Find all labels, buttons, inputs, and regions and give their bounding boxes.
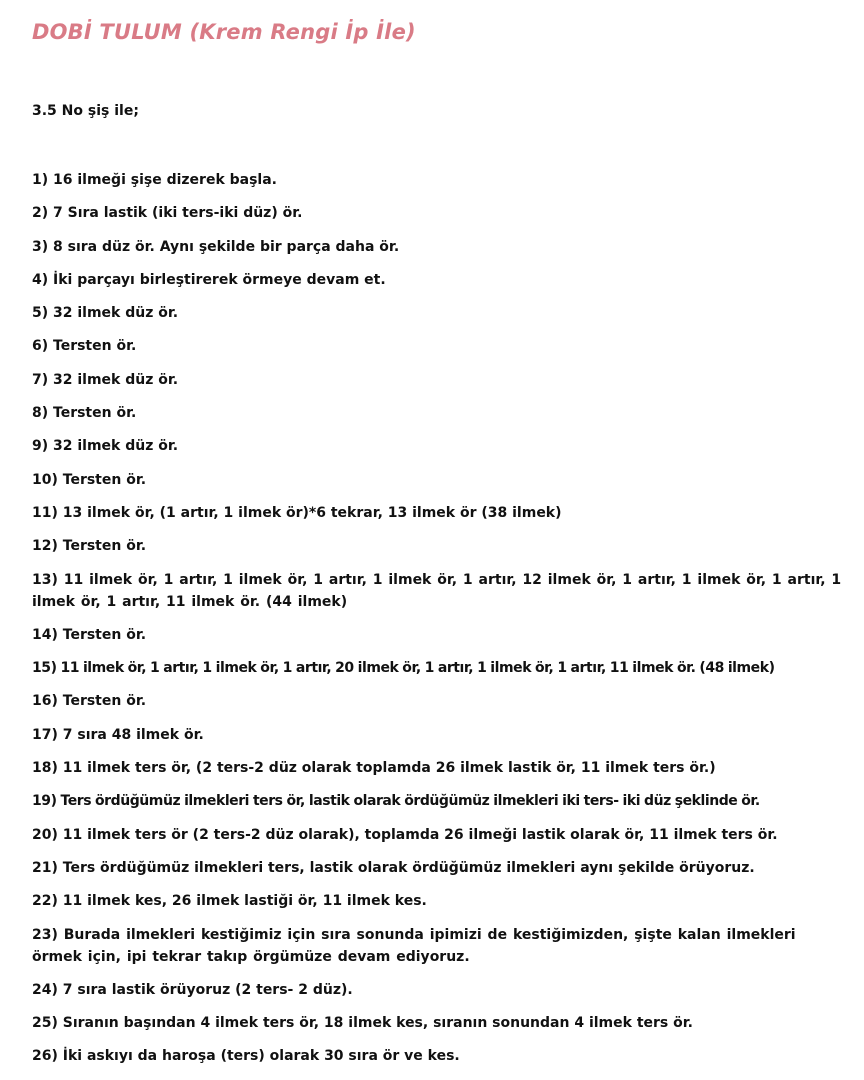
instruction-step-6: 6) Tersten ör.: [32, 338, 137, 355]
page-title: DOBİ TULUM (Krem Rengi İp İle): [32, 20, 416, 44]
needle-size-note: 3.5 No şiş ile;: [32, 103, 139, 119]
instruction-step-18: 18) 11 ilmek ters ör, (2 ters-2 düz olarak toplamda 26 ilmek lastik ör, 11 ilmek ters ör.): [32, 760, 716, 777]
instruction-step-5: 5) 32 ilmek düz ör.: [32, 305, 179, 322]
instruction-step-17: 17) 7 sıra 48 ilmek ör.: [32, 726, 204, 743]
instruction-step-20: 20) 11 ilmek ters ör (2 ters-2 düz olarak), toplamda 26 ilmeği lastik olarak ör, 11 ilmek ters ör.: [32, 826, 778, 843]
instruction-step-23: 23) Burada ilmekleri kestiğimiz için sıra sonunda ipimizi de kestiğimizden, şişte kalan ilmekleri örmek için, ipi tekrar takıp örgümüze devam ediyoruz.: [32, 926, 796, 965]
instruction-step-26: 26) İki askıyı da haroşa (ters) olarak 30 sıra ör ve kes.: [32, 1048, 460, 1065]
instruction-step-4: 4) İki parçayı birleştirerek örmeye devam et.: [32, 271, 386, 288]
instruction-step-12: 12) Tersten ör.: [32, 538, 147, 555]
instruction-step-15: 15) 11 ilmek ör, 1 artır, 1 ilmek ör, 1 artır, 20 ilmek ör, 1 artır, 1 ilmek ör, 1 artır, 11 ilmek ör. (48 ilmek): [32, 660, 775, 677]
instruction-step-7: 7) 32 ilmek düz ör.: [32, 371, 179, 388]
instruction-step-16: 16) Tersten ör.: [32, 693, 147, 710]
instruction-step-14: 14) Tersten ör.: [32, 626, 147, 643]
instruction-step-19: 19) Ters ördüğümüz ilmekleri ters ör, lastik olarak ördüğümüz ilmekleri iki ters- iki düz şeklinde ör.: [32, 793, 760, 810]
instruction-step-13: 13) 11 ilmek ör, 1 artır, 1 ilmek ör, 1 artır, 1 ilmek ör, 1 artır, 12 ilmek ör, 1 artır, 1 ilmek ör, 1 artır, 1 ilmek ör, 1 artır, 11 ilmek ör. (44 ilmek): [32, 571, 842, 610]
instruction-list: [32, 169, 844, 1079]
instruction-step-24: 24) 7 sıra lastik örüyoruz (2 ters- 2 düz).: [32, 981, 353, 998]
instruction-step-3: 3) 8 sıra düz ör. Aynı şekilde bir parça daha ör.: [32, 238, 400, 255]
instruction-step-10: 10) Tersten ör.: [32, 471, 147, 488]
instruction-step-9: 9) 32 ilmek düz ör.: [32, 438, 179, 455]
instruction-step-2: 2) 7 Sıra lastik (iki ters-iki düz) ör.: [32, 205, 303, 222]
instruction-step-8: 8) Tersten ör.: [32, 405, 137, 422]
instruction-step-22: 22) 11 ilmek kes, 26 ilmek lastiği ör, 11 ilmek kes.: [32, 893, 427, 910]
instruction-step-11: 11) 13 ilmek ör, (1 artır, 1 ilmek ör)*6 tekrar, 13 ilmek ör (38 ilmek): [32, 504, 562, 521]
instruction-step-21: 21) Ters ördüğümüz ilmekleri ters, lastik olarak ördüğümüz ilmekleri aynı şekilde örüyoruz.: [32, 859, 755, 876]
instruction-step-1: 1) 16 ilmeği şişe dizerek başla.: [32, 172, 277, 188]
instruction-step-25: 25) Sıranın başından 4 ilmek ters ör, 18 ilmek kes, sıranın sonundan 4 ilmek ters ör.: [32, 1015, 693, 1032]
